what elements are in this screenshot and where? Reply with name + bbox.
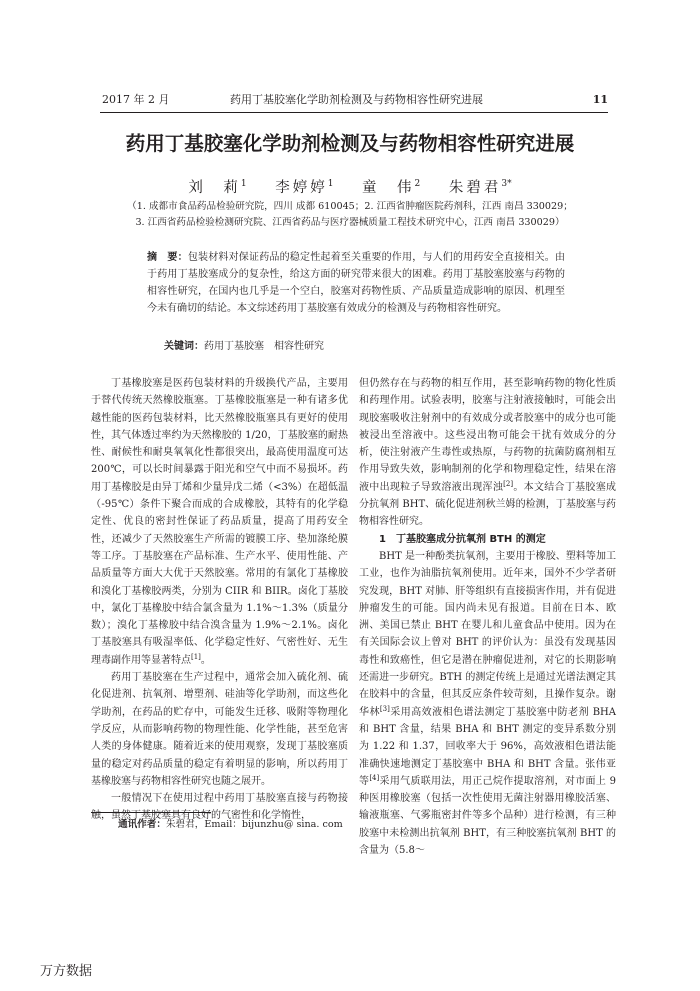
- abstract-text: 包装材料对保证药品的稳定性起着至关重要的作用，与人们的用药安全直接相关。由于药用丁基胶塞成分的复杂性，给这方面的研究带来很大的困难。药用丁基胶塞胶塞与药物的相容性研究，在国内也几乎是一个空白，胶塞对药物性质、产品质量造成影响的原因、机理至今未有确切的结论。本文综述药用丁基胶塞有效成分的检测及与药物相容性研究。: [147, 252, 566, 314]
- citation-ref[interactable]: [2]: [503, 479, 514, 488]
- header-rule: [100, 112, 608, 113]
- footnote-label: 通讯作者：: [118, 819, 166, 830]
- running-title: 药用丁基胶塞化学助剂检测及与药物相容性研究进展: [230, 93, 483, 106]
- citation-ref[interactable]: [4]: [369, 773, 380, 782]
- section-heading: 1 丁基胶塞成分抗氧剂 BTH 的测定: [379, 533, 546, 545]
- keywords-label: 关键词：: [164, 341, 204, 352]
- affiliation-line-2: 3. 江西省药品检验检测研究院、江西省药品与医疗器械质量工程技术研究中心，江西 南昌 330029）: [135, 217, 565, 228]
- article-title: 药用丁基胶塞化学助剂检测及与药物相容性研究进展: [125, 132, 575, 155]
- paragraph: 一般情况下在使用过程中药用丁基胶塞直接与药物接触，虽然丁基胶塞具有良好的气密性和化学惰性，: [91, 793, 348, 822]
- author: 李婷婷$^1$: [275, 179, 334, 196]
- keywords: [164, 338, 564, 355]
- body-column-right: [359, 375, 616, 859]
- paragraph: BHT 是一种酚类抗氧剂，主要用于橡胶、塑料等加工工业，也作为油脂抗氧剂使用。近年来，国外不少学者研究发现，BHT 对肺、肝等组织有直接损害作用，并有促进肿瘤发生的可能。国内尚未见有报道。目前在日本、欧洲、美国已禁止 BHT 在婴儿和儿童食品中使用。因为在有关国际会议上曾对 BHT 的评价认为：虽没有发现基因毒性和致癌性，但它是潜在肿瘤促进剂，对它的长期影响还需进一步研究。BTH 的测定传统上是通过光谱法测定其在胶料中的含量，但其反应条件较苛刻，且操作复杂。谢华林[3]采用高效液相色谱法测定丁基胶塞中防老剂 BHA 和 BHT 含量，结果 BHA 和 BHT 测定的变异系数分别为 1.22 和 1.37，回收率大于 96%，高效液相色谱法能准确快速地测定丁基胶塞中 BHA 和 BHT 含量。张伟亚等[4]采用气质联用法，用正己烷作提取溶剂，对市面上 9 种医用橡胶塞（包括一次性使用无菌注射器用橡胶活塞、输液瓶塞、气雾瓶密封件等多个品种）进行检测，有三种胶塞中未检测出抗氧剂 BHT，有三种胶塞抗氧剂 BHT 的含量为（5.8～: [359, 550, 617, 857]
- author: 刘 莉$^1$: [188, 179, 247, 196]
- footnote-rule: [91, 812, 211, 813]
- issue-date: 2017 年 2 月: [102, 93, 170, 106]
- author: 童 伟$^2$: [362, 179, 421, 196]
- paragraph: 药用丁基胶塞在生产过程中，通常会加入硫化剂、硫化促进剂、抗氧剂、增塑剂、硅油等化学助剂，而这些化学助剂，在药品的贮存中，可能发生迁移、吸附等物理化学反应，从而影响药物的物理性能、化学性能，甚至危害人类的身体健康。随着近来的使用观察，发现丁基胶塞质量的稳定对药品质量的稳定有着明显的影响，所以药用丁基橡胶塞与药物相容性研究也随之展开。: [91, 672, 348, 787]
- running-header: [100, 92, 608, 108]
- abstract: [147, 249, 565, 317]
- author: 朱碧君$^{3*}$: [448, 179, 512, 196]
- paragraph: 但仍然存在与药物的相互作用，甚至影响药物的物化性质和药理作用。试验表明，胶塞与注射液接触时，可能会出现胶塞吸收注射剂中的有效成分或者胶塞中的成分也可能被浸出至溶液中。这些浸出物可能会干扰有效成分的分析，使注射液产生毒性或热原，与药物的抗菌防腐剂相互作用导致失效，影响制剂的化学和物理稳定性，结果在溶液中出现粒子导致溶液出现浑浊[2]。本文结合丁基胶塞成分抗氧剂 BHT、硫化促进剂秋兰姆的检测，丁基胶塞与药物相容性研究。: [359, 378, 617, 528]
- citation-ref[interactable]: [3]: [379, 704, 390, 713]
- paragraph: 丁基橡胶塞是医药包装材料的升级换代产品，主要用于替代传统天然橡胶瓶塞。丁基橡胶瓶塞是一种有诸多优越性能的医药包装材料，比天然橡胶瓶塞具有更好的使用性，其气体透过率约为天然橡胶的 1/20，丁基胶塞的耐热性、耐候性和耐臭氧氧化性都很突出，最高使用温度可达 200℃，可以长时间暴露于阳光和空气中而不易损坏。药用丁基橡胶是由异丁烯和少量异戊二烯（<3%）在超低温（-95℃）条件下聚合而成的合成橡胶，其特有的化学稳定性、优良的密封性保证了药品质量，提高了用药安全性，还减少了天然胶塞生产所需的镀膜工序、垫加涤纶膜等工序。丁基胶塞在产品标准、生产水平、使用性能、产品质量等方面大大优于天然胶塞。常用的有氯化丁基橡胶和溴化丁基橡胶两类，分别为 CIIR 和 BIIR。卤化丁基胶中，氯化丁基橡胶中结合氯含量为 1.1%～1.3%（质量分数）；溴化丁基橡胶中结合溴含量为 1.9%～2.1%。卤化丁基胶塞具有吸湿率低、化学稳定性好、气密性好、无生理毒副作用等显著特点[1]。: [91, 378, 348, 666]
- citation-ref[interactable]: [1]: [191, 652, 201, 661]
- author-list: [100, 174, 600, 198]
- corresponding-author-note: [118, 818, 343, 832]
- keywords-text: 药用丁基胶塞 相容性研究: [204, 341, 324, 352]
- footnote-text: 朱碧君，Email：bijunzhu@ sina. com: [165, 819, 343, 830]
- page-number: 11: [592, 93, 608, 106]
- body-column-left: [91, 375, 348, 825]
- affiliation-line-1: （1. 成都市食品药品检验研究院，四川 成都 610045；2. 江西省肿瘤医院药剂科，江西 南昌 330029；: [127, 201, 573, 212]
- watermark: 万方数据: [40, 964, 93, 979]
- abstract-label: 摘 要：: [147, 252, 188, 263]
